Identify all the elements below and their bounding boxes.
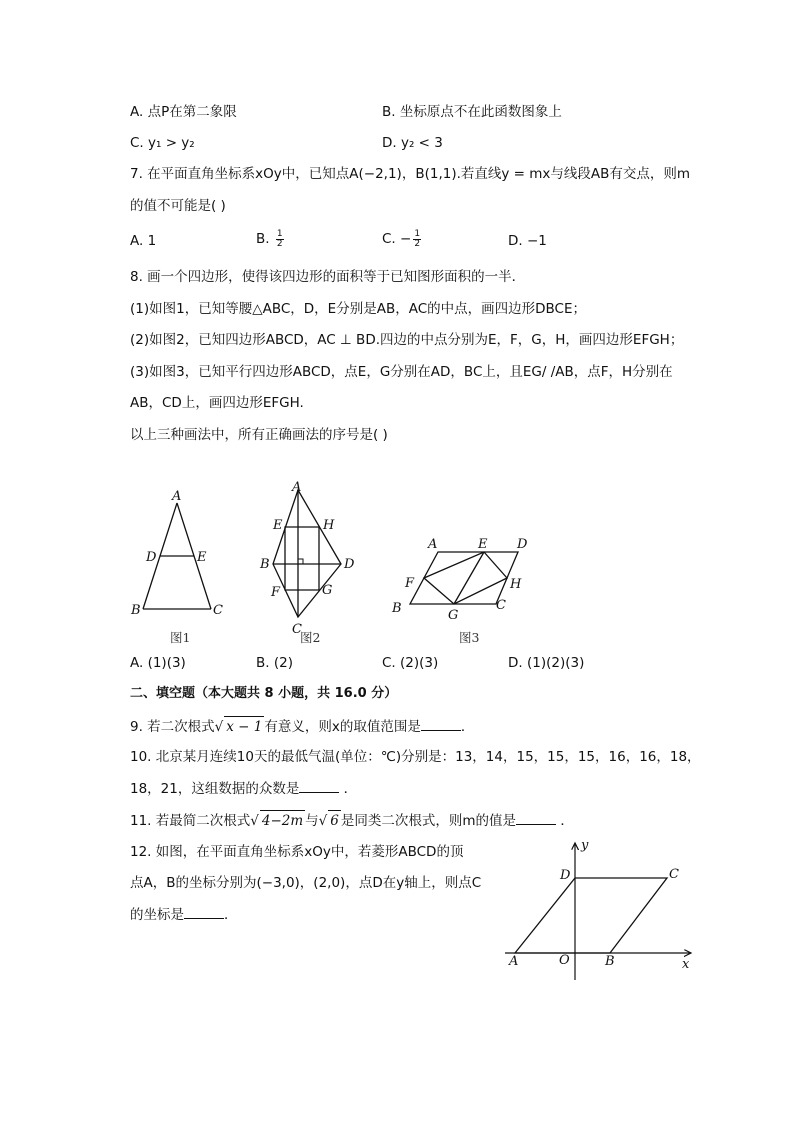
fig2-label-h: H bbox=[323, 518, 335, 533]
fig3-label-f: F bbox=[405, 576, 415, 591]
fig2-label-a: A bbox=[292, 480, 302, 495]
q10-stem-line2 bbox=[130, 778, 357, 799]
q12-stem-line3 bbox=[130, 904, 238, 925]
fraction-denominator: 2 bbox=[414, 238, 421, 249]
q9-answer-blank[interactable] bbox=[421, 716, 461, 731]
fig2-label-e: E bbox=[273, 518, 283, 533]
q7-option-b-prefix: B. bbox=[256, 231, 270, 247]
fig1-caption: 图1 bbox=[170, 630, 191, 645]
q10-text-end: ． bbox=[339, 781, 358, 797]
q7-option-c-prefix: C. − bbox=[382, 231, 412, 247]
radical-sign: √ bbox=[318, 813, 328, 829]
q6-option-d: D. y₂ < 3 bbox=[382, 135, 443, 151]
fig2-label-d: D bbox=[344, 557, 355, 572]
q8-stem-line6: 以上三种画法中，所有正确画法的序号是( ) bbox=[130, 427, 388, 443]
fraction-numerator: 1 bbox=[276, 228, 283, 239]
q12-answer-blank[interactable] bbox=[184, 904, 224, 919]
section-heading-fill-in: 二、填空题（本大题共 8 小题，共 16.0 分） bbox=[130, 686, 398, 701]
fig3-label-c: C bbox=[496, 598, 506, 613]
fig1-label-e: E bbox=[197, 550, 207, 565]
label-a: A bbox=[509, 954, 519, 969]
fig3-caption: 图3 bbox=[459, 630, 480, 645]
q8-stem-line1: 8. 画一个四边形，使得该四边形的面积等于已知图形面积的一半． bbox=[130, 269, 526, 285]
fig3-label-a: A bbox=[428, 537, 438, 552]
q8-option-a: A. (1)(3) bbox=[130, 655, 186, 671]
q8-option-d: D. (1)(2)(3) bbox=[508, 655, 585, 671]
fig1-label-a: A bbox=[172, 489, 182, 504]
figure-3-parallelogram bbox=[410, 552, 518, 604]
fig3-label-g: G bbox=[448, 608, 459, 623]
q8-stem-line3: (2)如图2，已知四边形ABCD，AC ⊥ BD.四边的中点分别为E，F，G，H，画四边形EFGH； bbox=[130, 332, 684, 348]
q6-option-c: C. y₁ > y₂ bbox=[130, 135, 195, 151]
q11-radicand-1: 4−2m bbox=[260, 810, 305, 831]
q7-stem-line2: 的值不可能是( ) bbox=[130, 198, 226, 214]
q7-option-b-fraction bbox=[276, 230, 284, 249]
q8-option-b: B. (2) bbox=[256, 655, 293, 671]
q8-option-c: C. (2)(3) bbox=[382, 655, 439, 671]
fig1-label-b: B bbox=[131, 603, 141, 618]
radical-sign: √ bbox=[214, 719, 224, 735]
q8-stem-line4: (3)如图3，已知平行四边形ABCD，点E，G分别在AD，BC上，且EG/ /AB，点F，H分别在 bbox=[130, 364, 673, 380]
fig2-label-b: B bbox=[260, 557, 270, 572]
q12-stem-line1: 12. 如图，在平面直角坐标系xOy中，若菱形ABCD的顶 bbox=[130, 844, 464, 860]
q9-radicand: x − 1 bbox=[224, 716, 264, 737]
q11-text-mid: 与 bbox=[305, 813, 319, 829]
q12-text-pre: 的坐标是 bbox=[130, 907, 184, 923]
q8-stem-line5: AB，CD上，画四边形EFGH. bbox=[130, 395, 304, 411]
fig1-label-d: D bbox=[146, 550, 157, 565]
q11-stem bbox=[130, 810, 574, 831]
q7-stem-line1: 7. 在平面直角坐标系xOy中，已知点A(−2,1)，B(1,1).若直线y = mx与线段AB有交点，则m bbox=[130, 166, 691, 182]
q11-radicand-2: 6 bbox=[328, 810, 341, 831]
rhombus-abcd bbox=[515, 878, 667, 953]
fig3-label-d: D bbox=[517, 537, 528, 552]
q11-answer-blank[interactable] bbox=[516, 810, 556, 825]
fig2-label-f: F bbox=[271, 585, 281, 600]
label-b: B bbox=[605, 954, 615, 969]
fraction-denominator: 2 bbox=[276, 238, 283, 249]
label-d: D bbox=[560, 868, 571, 883]
fig2-label-g: G bbox=[322, 583, 333, 598]
q7-option-c-fraction bbox=[413, 230, 421, 249]
label-o: O bbox=[559, 953, 570, 968]
q7-option-b bbox=[256, 229, 286, 249]
q11-text-post: 是同类二次根式，则m的值是 bbox=[340, 813, 517, 829]
q10-answer-blank[interactable] bbox=[299, 778, 339, 793]
fig1-label-c: C bbox=[213, 603, 223, 618]
fig2-label-c: C bbox=[292, 622, 302, 637]
q9-text-end: ． bbox=[460, 719, 475, 735]
q7-option-d: D. −1 bbox=[508, 233, 547, 249]
q8-stem-line2: (1)如图1，已知等腰△ABC，D，E分别是AB，AC的中点，画四边形DBCE； bbox=[130, 301, 587, 317]
q7-option-a: A. 1 bbox=[130, 233, 157, 249]
q12-stem-line2: 点A，B的坐标分别为(−3,0)，(2,0)，点D在y轴上，则点C bbox=[130, 875, 482, 891]
q12-coordinate-figure bbox=[495, 835, 705, 985]
radical-sign: √ bbox=[250, 813, 259, 829]
fig3-label-h: H bbox=[510, 577, 522, 592]
q10-text-pre: 18，21，这组数据的众数是 bbox=[130, 781, 300, 797]
q7-option-c bbox=[382, 229, 423, 249]
x-axis-label: x bbox=[682, 957, 690, 972]
q8-figures bbox=[0, 470, 794, 650]
q9-stem bbox=[130, 716, 474, 737]
fig3-label-b: B bbox=[392, 601, 402, 616]
fig3-label-e: E bbox=[478, 537, 488, 552]
q9-text-post: 有意义，则x的取值范围是 bbox=[264, 719, 421, 735]
label-c: C bbox=[669, 867, 679, 882]
fig2-caption: 图2 bbox=[300, 630, 321, 645]
q6-option-a: A. 点P在第二象限 bbox=[130, 104, 237, 120]
fraction-numerator: 1 bbox=[414, 228, 421, 239]
q11-text-pre: 11. 若最简二次根式 bbox=[130, 813, 251, 829]
y-axis-label: y bbox=[581, 838, 589, 853]
q9-text-pre: 9. 若二次根式 bbox=[130, 719, 215, 735]
q12-text-end: ． bbox=[224, 907, 238, 923]
q6-option-b: B. 坐标原点不在此函数图象上 bbox=[382, 104, 562, 120]
q10-stem-line1: 10. 北京某月连续10天的最低气温(单位：℃)分别是：13，14，15，15，15，16，16，18， bbox=[130, 749, 701, 765]
q11-text-end: ． bbox=[556, 813, 574, 829]
